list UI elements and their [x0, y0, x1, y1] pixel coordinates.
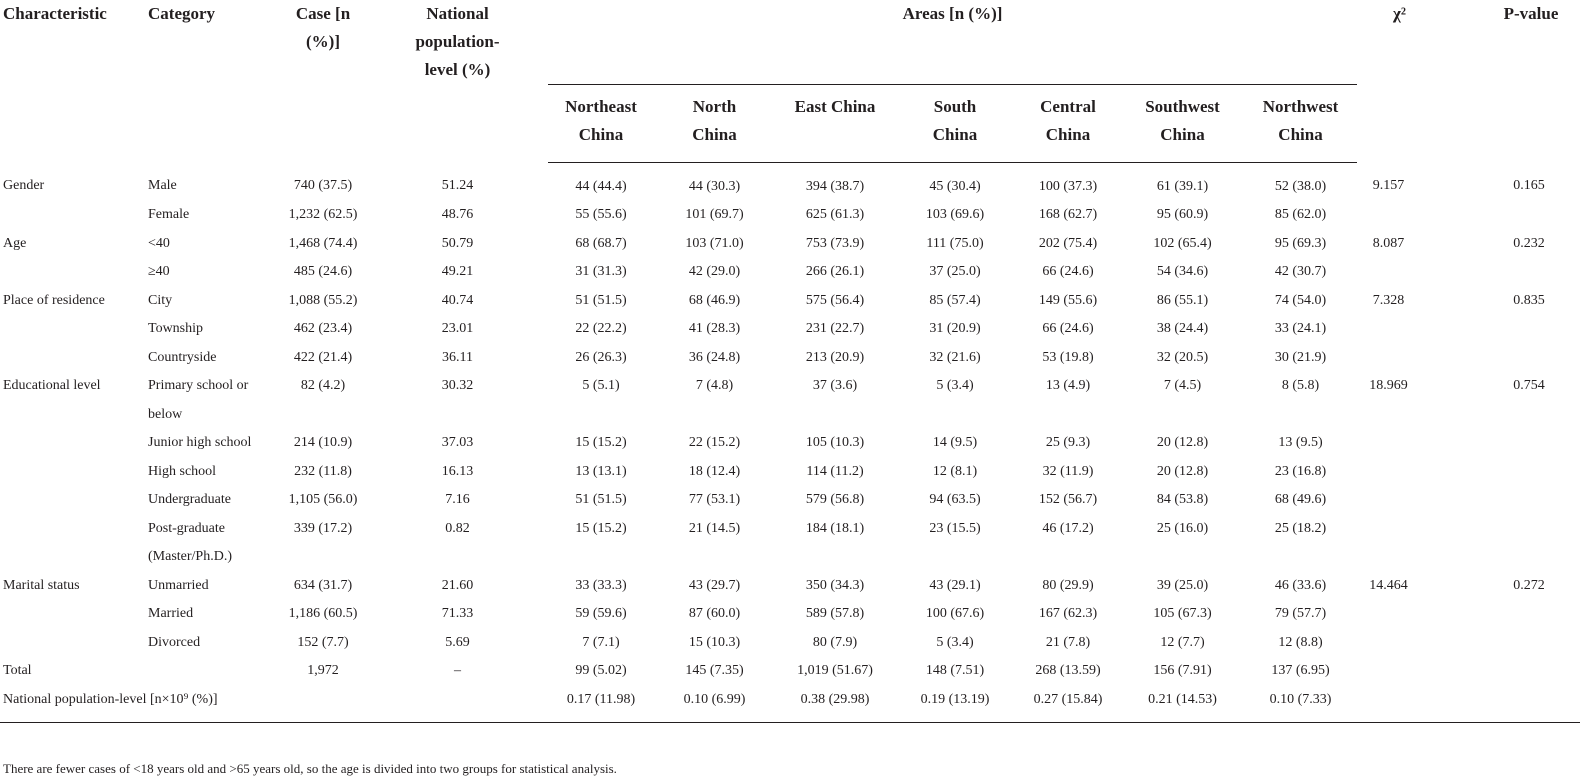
cell-region-value: 114 (11.2) [806, 463, 864, 479]
cell-p-value: 0.232 [1513, 235, 1545, 251]
cell-region-value: 61 (39.1) [1156, 178, 1209, 194]
cell-characteristic [0, 458, 145, 487]
cell-region-value: 80 (29.9) [1042, 577, 1094, 593]
cell-case: 1,468 (74.4) [288, 235, 358, 251]
cell-p-value [1442, 315, 1580, 344]
cell-region-value: 168 (62.7) [1038, 207, 1098, 222]
cell-national-label: National population-level [n×10⁹ (%)] [0, 686, 548, 723]
cell-characteristic: Educational level [3, 378, 101, 393]
cell-region-value: 8 (5.8) [1281, 378, 1320, 393]
cell-chi2: 8.087 [1372, 235, 1405, 251]
cell-region-value: 145 (7.35) [685, 663, 744, 678]
cell-category: Junior high school [148, 435, 252, 450]
cell-region-value: 41 (28.3) [688, 321, 741, 336]
cell-region-value: 32 (20.5) [1156, 349, 1209, 365]
table-row [0, 344, 1580, 373]
cell-characteristic [0, 201, 145, 230]
cell-region-value: 46 (17.2) [1042, 520, 1094, 536]
cell-characteristic [0, 429, 145, 458]
cell-chi2 [1357, 515, 1442, 572]
cell-chi2 [1357, 429, 1442, 458]
cell-characteristic: Gender [3, 178, 45, 193]
cell-characteristic [0, 344, 145, 373]
cell-region-value: 87 (60.0) [688, 606, 741, 621]
cell-category: Unmarried [148, 577, 209, 593]
cell-region-value: 31 (20.9) [929, 321, 981, 336]
cell-chi2 [1357, 486, 1442, 515]
cell-region-value: 20 (12.8) [1156, 435, 1209, 450]
cell-region-value: 266 (26.1) [805, 264, 865, 279]
cell-national: 30.32 [441, 378, 474, 393]
cell-region-value: 86 (55.1) [1156, 292, 1209, 308]
cell-national: 49.21 [441, 264, 474, 279]
cell-national: 16.13 [441, 463, 474, 479]
cell-national: – [454, 663, 461, 678]
cell-region-value: 54 (34.6) [1156, 264, 1209, 279]
cell-category: Township [148, 321, 204, 336]
header-region: East China [775, 84, 895, 162]
cell-region-value: 103 (71.0) [685, 235, 744, 251]
cell-category: Married [148, 606, 194, 621]
cell-region-value: 55 (55.6) [575, 207, 627, 222]
header-areas: Areas [n (%)] [548, 0, 1357, 84]
cell-region-value: 111 (75.0) [926, 235, 984, 251]
table-row [0, 372, 1580, 429]
cell-region-value: 80 (7.9) [812, 634, 858, 650]
cell-region-value: 44 (30.3) [688, 178, 741, 194]
cell-region-value: 79 (57.7) [1274, 606, 1327, 621]
table-row [0, 515, 1580, 572]
cell-national-region: 0.17 (11.98) [548, 686, 654, 723]
cell-region-value: 148 (7.51) [925, 663, 985, 678]
cell-region-value: 85 (57.4) [929, 292, 981, 308]
cell-region-value: 7 (4.5) [1163, 378, 1202, 393]
cell-region-value: 753 (73.9) [805, 235, 865, 251]
cell-chi2: 9.157 [1372, 178, 1405, 193]
cell-national-region: 0.10 (6.99) [654, 686, 775, 723]
cell-region-value: 39 (25.0) [1156, 577, 1209, 593]
cell-chi2 [1357, 600, 1442, 629]
cell-p-value [1442, 486, 1580, 515]
table-row [0, 429, 1580, 458]
cell-characteristic [0, 515, 145, 572]
cell-national: 36.11 [442, 349, 473, 365]
cell-case: 485 (24.6) [293, 264, 353, 279]
cell-category: Undergraduate [148, 492, 231, 507]
cell-category: ≥40 [148, 264, 170, 279]
cell-characteristic: Marital status [3, 577, 80, 593]
table-row [0, 258, 1580, 287]
cell-national-region: 0.27 (15.84) [1015, 686, 1121, 723]
cell-region-value: 213 (20.9) [805, 349, 865, 365]
cell-region-value: 105 (67.3) [1153, 606, 1212, 621]
cell-national-region: 0.10 (7.33) [1244, 686, 1357, 723]
cell-p-value: 0.165 [1513, 178, 1545, 193]
cell-p-value [1442, 515, 1580, 572]
cell-p-value [1442, 429, 1580, 458]
cell-region-value: 59 (59.6) [575, 606, 627, 621]
cell-category: <40 [148, 235, 170, 251]
cell-chi2: 7.328 [1372, 292, 1405, 308]
cell-chi2 [1357, 201, 1442, 230]
cell-region-value: 12 (8.1) [932, 463, 978, 479]
cell-region-value: 18 (12.4) [688, 463, 741, 479]
cell-region-value: 95 (69.3) [1274, 235, 1327, 251]
cell-national: 40.74 [441, 292, 474, 308]
cell-region-value: 152 (56.7) [1038, 492, 1098, 507]
cell-region-value: 68 (49.6) [1274, 492, 1327, 507]
cell-national: 71.33 [441, 606, 474, 621]
cell-national: 50.79 [441, 235, 474, 251]
header-region: South China [895, 84, 1015, 162]
cell-region-value: 350 (34.3) [805, 577, 865, 593]
cell-region-value: 156 (7.91) [1153, 663, 1212, 678]
cell-characteristic [0, 486, 145, 515]
cell-region-value: 25 (16.0) [1156, 520, 1209, 536]
table-row [0, 486, 1580, 515]
cell-region-value: 13 (4.9) [1045, 378, 1091, 393]
cell-region-value: 105 (10.3) [805, 435, 865, 450]
table-row [0, 230, 1580, 259]
cell-national: 0.82 [445, 520, 470, 536]
table-row [0, 458, 1580, 487]
cell-chi2 [1357, 629, 1442, 658]
cell-region-value: 101 (69.7) [685, 207, 744, 222]
cell-region-value: 21 (14.5) [688, 520, 741, 536]
cell-p-value [1442, 657, 1580, 686]
cell-region-value: 99 (5.02) [575, 663, 627, 678]
cell-category: Male [148, 178, 177, 193]
cell-region-value: 32 (11.9) [1042, 463, 1094, 479]
cell-chi2: 18.969 [1369, 378, 1408, 393]
cell-case: 82 (4.2) [300, 378, 346, 393]
cell-category: Post-graduate (Master/Ph.D.) [148, 520, 232, 564]
cell-category [145, 657, 255, 686]
cell-region-value: 30 (21.9) [1274, 349, 1327, 365]
cell-region-value: 85 (62.0) [1274, 207, 1327, 222]
cell-region-value: 103 (69.6) [925, 207, 985, 222]
cell-region-value: 94 (63.5) [929, 492, 981, 507]
cell-national: 21.60 [441, 577, 474, 593]
cell-region-value: 26 (26.3) [575, 349, 627, 365]
cell-p-value: 0.835 [1513, 292, 1545, 308]
cell-region-value: 625 (61.3) [805, 207, 865, 222]
cell-p-value: 0.754 [1513, 378, 1545, 393]
cell-region-value: 184 (18.1) [805, 520, 865, 536]
cell-region-value: 42 (29.0) [688, 264, 741, 279]
header-category: Category [148, 4, 216, 23]
cell-region-value: 45 (30.4) [929, 178, 981, 194]
cell-characteristic [0, 629, 145, 658]
cell-p-value [1442, 201, 1580, 230]
cell-category: Female [148, 207, 190, 222]
cell-region-value: 167 (62.3) [1038, 606, 1098, 621]
cell-region-value: 38 (24.4) [1156, 321, 1209, 336]
cell-region-value: 14 (9.5) [932, 435, 978, 450]
cell-case: 634 (31.7) [293, 577, 353, 593]
cell-case: 462 (23.4) [293, 321, 353, 336]
table-row [0, 657, 1580, 686]
cell-region-value: 7 (4.8) [695, 378, 734, 393]
cell-national-region: 0.21 (14.53) [1121, 686, 1244, 723]
cell-national-region: 0.19 (13.19) [895, 686, 1015, 723]
header-region: Central China [1015, 84, 1121, 162]
header-region: Southwest China [1121, 84, 1244, 162]
cell-region-value: 32 (21.6) [929, 349, 981, 365]
cell-region-value: 74 (54.0) [1274, 292, 1327, 308]
cell-region-value: 52 (38.0) [1274, 178, 1327, 194]
cell-chi2 [1357, 315, 1442, 344]
cell-case: 214 (10.9) [293, 435, 353, 450]
table-row [0, 600, 1580, 629]
cell-region-value: 149 (55.6) [1038, 292, 1098, 308]
cell-region-value: 100 (37.3) [1038, 178, 1098, 194]
cell-region-value: 43 (29.1) [929, 577, 981, 593]
cell-case: 232 (11.8) [294, 463, 352, 479]
cell-chi2 [1357, 458, 1442, 487]
cell-p-value [1442, 629, 1580, 658]
cell-case: 740 (37.5) [293, 178, 353, 193]
cell-region-value: 202 (75.4) [1038, 235, 1098, 251]
cell-region-value: 77 (53.1) [688, 492, 741, 507]
cell-region-value: 12 (8.8) [1278, 634, 1323, 650]
table-row [0, 201, 1580, 230]
cell-region-value: 25 (9.3) [1045, 435, 1091, 450]
cell-region-value: 579 (56.8) [805, 492, 865, 507]
cell-p-value [1442, 258, 1580, 287]
cell-category: Divorced [148, 634, 201, 650]
cell-chi2 [1357, 344, 1442, 373]
cell-category: Primary school or below [148, 378, 249, 422]
cell-region-value: 37 (25.0) [929, 264, 981, 279]
table-footnote: There are fewer cases of <18 years old and >65 years old, so the age is divided into two groups for statistical analysis. [3, 761, 617, 776]
cell-region-value: 36 (24.8) [688, 349, 741, 365]
cell-region-value: 53 (19.8) [1042, 349, 1094, 365]
cell-region-value: 15 (15.2) [575, 520, 627, 536]
cell-region-value: 23 (15.5) [929, 520, 981, 536]
table-row-national [0, 686, 1580, 723]
cell-chi2 [1357, 657, 1442, 686]
cell-p-value [1442, 344, 1580, 373]
cell-national: 51.24 [441, 178, 474, 193]
cell-case: 422 (21.4) [293, 349, 353, 365]
cell-region-value: 15 (10.3) [688, 634, 741, 650]
cell-region-value: 51 (51.5) [575, 492, 627, 507]
cell-region-value: 37 (3.6) [812, 378, 858, 393]
header-characteristic: Characteristic [3, 4, 107, 23]
cell-region-value: 12 (7.7) [1160, 634, 1205, 650]
cell-national: 48.76 [441, 207, 474, 222]
header-chi2: χ² [1393, 4, 1406, 23]
table-row [0, 315, 1580, 344]
cell-characteristic [0, 315, 145, 344]
cell-region-value: 51 (51.5) [575, 292, 627, 308]
cell-p-value [1442, 458, 1580, 487]
cell-national-region: 0.38 (29.98) [775, 686, 895, 723]
cell-category: High school [148, 463, 217, 479]
cell-region-value: 95 (60.9) [1156, 207, 1209, 222]
cell-region-value: 25 (18.2) [1274, 520, 1327, 536]
cell-region-value: 22 (15.2) [688, 435, 741, 450]
cell-case: 152 (7.7) [297, 634, 349, 650]
cell-region-value: 33 (33.3) [575, 577, 627, 593]
cell-region-value: 68 (46.9) [688, 292, 741, 308]
cell-region-value: 42 (30.7) [1274, 264, 1327, 279]
cell-case: 1,972 [307, 663, 339, 678]
cell-category: Countryside [148, 349, 217, 365]
cell-case: 1,088 (55.2) [288, 292, 358, 308]
cell-national: 7.16 [445, 492, 470, 507]
cell-characteristic: Place of residence [3, 292, 105, 308]
cell-case: 1,232 (62.5) [288, 207, 358, 222]
header-p-value: P-value [1503, 4, 1559, 23]
cell-region-value: 15 (15.2) [575, 435, 627, 450]
header-region: Northeast China [548, 84, 654, 162]
table-row [0, 629, 1580, 658]
cell-chi2: 14.464 [1369, 577, 1408, 593]
cell-region-value: 44 (44.4) [575, 178, 627, 194]
cell-chi2 [1357, 258, 1442, 287]
cell-region-value: 13 (9.5) [1278, 435, 1323, 450]
cell-characteristic [0, 600, 145, 629]
cell-national: 23.01 [441, 321, 474, 336]
cell-category: City [148, 292, 173, 308]
cell-region-value: 68 (68.7) [575, 235, 627, 251]
cell-region-value: 394 (38.7) [805, 178, 865, 194]
cell-characteristic: Age [3, 235, 27, 251]
table-row [0, 572, 1580, 601]
cell-region-value: 589 (57.8) [805, 606, 865, 621]
header-case: Case [n (%)] [295, 4, 351, 51]
cell-region-value: 7 (7.1) [582, 634, 620, 650]
cell-region-value: 5 (3.4) [936, 378, 974, 393]
cell-region-value: 21 (7.8) [1045, 634, 1091, 650]
cell-region-value: 1,019 (51.67) [797, 663, 873, 678]
cell-region-value: 66 (24.6) [1042, 321, 1094, 336]
cell-case: 339 (17.2) [293, 520, 353, 536]
cell-p-value [1442, 600, 1580, 629]
cell-p-value: 0.272 [1513, 577, 1545, 593]
cell-region-value: 231 (22.7) [805, 321, 865, 336]
cell-empty [1442, 686, 1580, 723]
cell-national: 5.69 [445, 634, 470, 650]
cell-region-value: 20 (12.8) [1156, 463, 1209, 479]
cell-region-value: 31 (31.3) [575, 264, 627, 279]
cell-case: 1,105 (56.0) [288, 492, 358, 507]
table-row [0, 287, 1580, 316]
cell-region-value: 23 (16.8) [1274, 463, 1327, 479]
cell-region-value: 5 (3.4) [936, 634, 974, 650]
cell-empty [1357, 686, 1442, 723]
cell-region-value: 22 (22.2) [575, 321, 627, 336]
cell-region-value: 66 (24.6) [1042, 264, 1094, 279]
cell-case: 1,186 (60.5) [288, 606, 358, 621]
cell-characteristic: Total [3, 663, 32, 678]
cell-national: 37.03 [441, 435, 474, 450]
cell-characteristic [0, 258, 145, 287]
cell-region-value: 5 (5.1) [582, 378, 620, 393]
cell-region-value: 84 (53.8) [1156, 492, 1209, 507]
cell-region-value: 100 (67.6) [925, 606, 985, 621]
header-national: National population-level (%) [415, 4, 500, 79]
header-region: North China [654, 84, 775, 162]
table-row [0, 162, 1580, 201]
header-region: Northwest China [1244, 84, 1357, 162]
cell-region-value: 137 (6.95) [1271, 663, 1330, 678]
cell-region-value: 575 (56.4) [805, 292, 865, 308]
cell-region-value: 43 (29.7) [688, 577, 741, 593]
cell-region-value: 33 (24.1) [1274, 321, 1327, 336]
cell-region-value: 102 (65.4) [1153, 235, 1212, 251]
cell-region-value: 13 (13.1) [575, 463, 627, 479]
cell-region-value: 46 (33.6) [1274, 577, 1327, 593]
cell-region-value: 268 (13.59) [1035, 663, 1101, 678]
